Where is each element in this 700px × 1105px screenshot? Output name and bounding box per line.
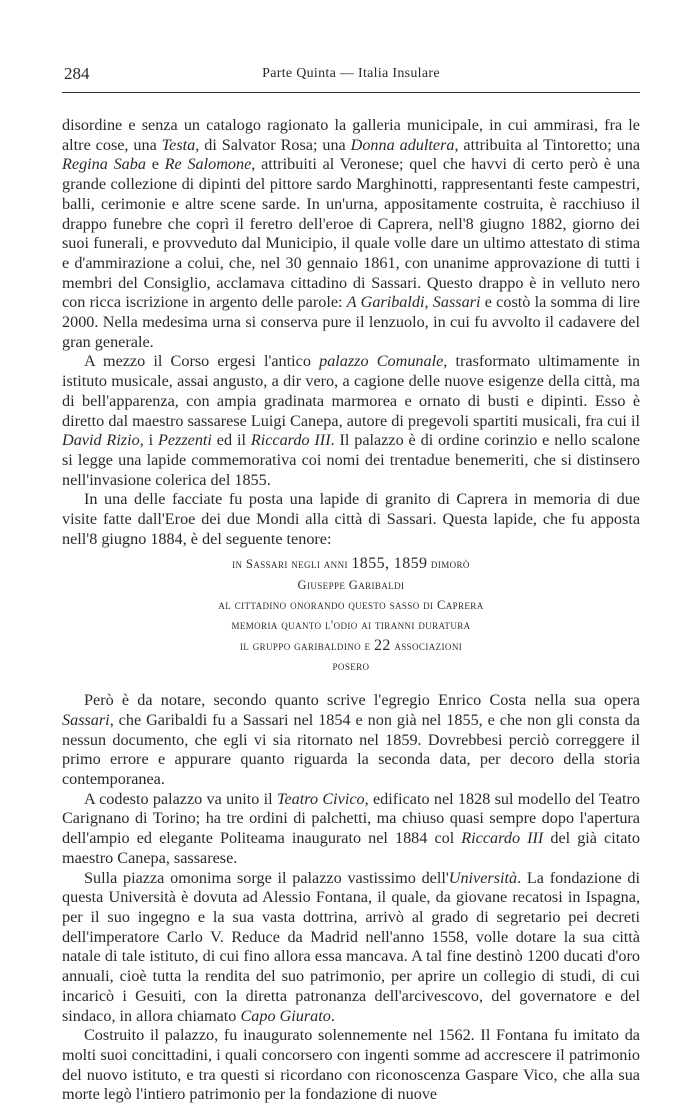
paragraph-lapide: In una delle facciate fu posta una lapide di granito di Caprera in memoria di due visite fatte dall'Eroe dei due Mondi alla città di Sassari. Questa lapide, che fu apposta nell'8 giugno 1884, è del seguente tenore: bbox=[62, 490, 640, 548]
paragraph-costa-note: Però è da notare, secondo quanto scrive l'egregio Enrico Costa nella sua opera Sassari, che Garibaldi fu a Sassari nel 1854 e non già nel 1855, e che non gli consta da nessun documento, che egli vi sia ritornato nel 1859. Dovrebbesi perciò correggere il primo errore e appurare quanto riguarda la seconda data, per decoro della storia contemporanea. bbox=[62, 691, 640, 789]
paragraph-universita: Sulla piazza omonima sorge il palazzo vastissimo dell'Università. La fondazione di questa Università è dovuta ad Alessio Fontana, il quale, da giovane recatosi in Ispagna, per il suo ingegno e la sua vasta dottrina, arrivò al grado di segretario pei decreti dell'imperatore Carlo V. Reduce da Madrid nell'anno 1558, volle dotare la sua città natale di tale istituto, di cui fino allora essa mancava. A tal fine destinò 1200 ducati d'oro annuali, cioè tutta la rendita del suo patrimonio, per aprire un collegio di studi, di cui incaricò i Gesuiti, con la diretta patronanza dell'arcivescovo, del governatore e del sindaco, in allora chiamato Capo Giurato. bbox=[62, 868, 640, 1025]
inscription-line: posero bbox=[332, 658, 370, 673]
page-body bbox=[62, 116, 640, 1105]
inscription-block bbox=[62, 554, 640, 676]
inscription-line: memoria quanto l'odio ai tiranni duratura bbox=[231, 618, 471, 633]
page-number: 284 bbox=[64, 64, 90, 83]
paragraph-teatro-civico: A codesto palazzo va unito il Teatro Civico, edificato nel 1828 sul modello del Teatro Carignano di Torino; ha tre ordini di palchetti, ma chiuso quasi sempre dopo l'apertura dell'ampio ed elegante Politeama inaugurato nel 1884 col Riccardo III del già citato maestro Canepa, sassarese. bbox=[62, 789, 641, 867]
paragraph-fontana: Costruito il palazzo, fu inaugurato solennemente nel 1562. Il Fontana fu imitato da molti suoi concittadini, i quali concorsero con ingenti somme ad accrescere il patrimonio del nuovo istituto, e tra questi si ricordano con riconoscenza Gaspare Vico, che alla sua morte legò l'intiero patrimonio per la fondazione di nuove bbox=[62, 1026, 640, 1104]
running-header bbox=[62, 58, 640, 93]
paragraph-palazzo-comunale: A mezzo il Corso ergesi l'antico palazzo Comunale, trasformato ultimamente in istituto musicale, assai angusto, a dir vero, a cagione delle nuove esigenze della città, ma di bell'apparenza, con ampia gradinata marmorea e ornato di busti e dipinti. Esso è diretto dal maestro sassarese Luigi Canepa, autore di pregevoli spartiti musicali, fra cui il David Rizio, i Pezzenti ed il Riccardo III. Il palazzo è di ordine corinzio e nello scalone si legge una lapide commemorativa coi nomi dei trentadue benemeriti, che si distinsero nell'invasione colerica del 1855. bbox=[62, 352, 640, 489]
inscription-line: al cittadino onorando questo sasso di Caprera bbox=[218, 598, 484, 613]
paragraph-gallery: disordine e senza un catalogo ragionato la galleria municipale, in cui ammirasi, fra le altre cose, una Testa, di Salvator Rosa; una Donna adultera, attribuita al Tintoretto; una Regina Saba e Re Salomone, attribuiti al Veronese; quel che havvi di certo però è una grande collezione di dipinti del pittore sardo Marghinotti, rappresentanti feste campestri, balli, cerimonie e altre scene sarde. In un'urna, appositamente costruita, è racchiuso il drappo funebre che coprì il feretro dell'eroe di Caprera, nell'8 giugno 1882, giorno dei suoi funerali, e provveduto dal Municipio, il quale volle dare un ultimo attestato di stima e d'ammirazione a colui, che, nel 30 gennaio 1861, con unanime approvazione di tutti i membri del Consiglio, acclamava cittadino di Sassari. Questo drappo è in velluto nero con ricca iscrizione in argento delle parole: A Garibaldi, Sassari e costò la somma di lire 2000. Nella medesima urna si conserva pure il lenzuolo, in cui fu avvolto il cadavere del gran generale. bbox=[62, 116, 641, 351]
inscription-line: il gruppo garibaldino e 22 associazioni bbox=[239, 636, 463, 654]
running-title: Parte Quinta — Italia Insulare bbox=[262, 66, 440, 81]
inscription-line: in Sassari negli anni 1855, 1859 dimorò bbox=[232, 555, 470, 573]
inscription-line: Giuseppe Garibaldi bbox=[297, 577, 405, 592]
